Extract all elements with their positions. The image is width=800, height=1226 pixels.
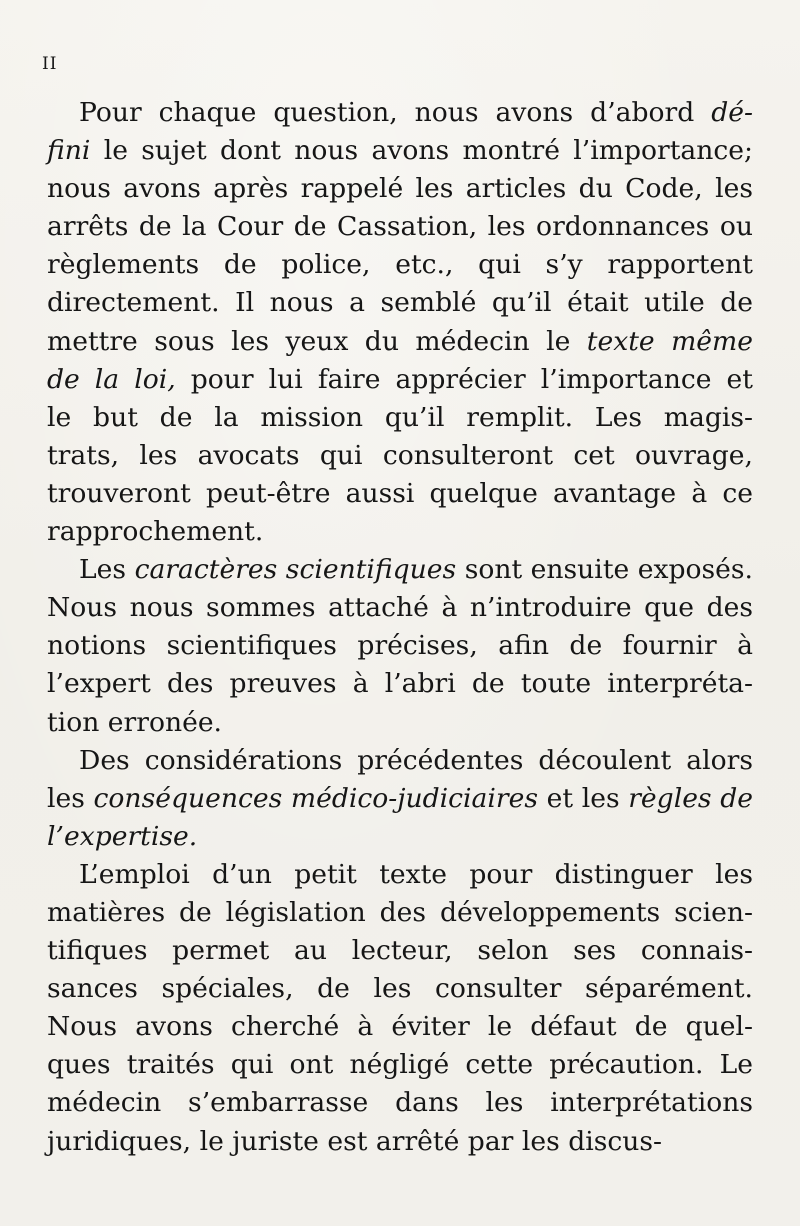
text-run: le sujet dont nous avons montré l’importance; — [90, 135, 753, 167]
text-line — [47, 284, 753, 322]
text-line — [47, 475, 753, 513]
text-line — [47, 132, 753, 170]
text-run: notions scientifiques précises, afin de fournir à — [47, 630, 753, 662]
italic-run: de la loi, — [47, 363, 176, 395]
text-run: Nous avons cherché à éviter le défaut de quel- — [47, 1011, 753, 1043]
text-run: les — [47, 782, 94, 814]
italic-run: fini — [47, 135, 91, 167]
text-line — [47, 1046, 753, 1084]
text-line — [47, 437, 753, 475]
text-run: directement. Il nous a semblé qu’il était utile de — [47, 287, 753, 319]
paragraph — [47, 94, 753, 551]
text-line — [47, 894, 753, 932]
text-run: matières de législation des développements scien- — [47, 896, 753, 928]
text-run: trouveront peut-être aussi quelque avantage à ce — [47, 477, 753, 509]
text-line — [47, 818, 753, 856]
text-line — [47, 627, 753, 665]
page-number: II — [42, 54, 58, 74]
italic-run: dé- — [711, 97, 753, 128]
text-run: sont ensuite exposés. — [456, 554, 753, 586]
text-line — [47, 170, 753, 208]
text-run: mettre sous les yeux du médecin le — [47, 325, 587, 357]
paragraph — [47, 551, 753, 741]
paragraph — [47, 856, 753, 1161]
text-line — [47, 246, 753, 284]
text-run: L’emploi d’un petit texte pour distinguer les — [79, 858, 753, 890]
text-run: pour lui faire apprécier l’importance et — [175, 363, 753, 395]
text-run: arrêts de la Cour de Cassation, les ordonnances ou — [47, 211, 753, 243]
italic-run: règles de — [628, 782, 753, 814]
text-line — [47, 932, 753, 970]
italic-run: l’expertise. — [47, 820, 198, 852]
text-run: l’expert des preuves à l’abri de toute interpréta- — [47, 668, 753, 700]
italic-run: texte même — [586, 325, 753, 357]
body-text — [47, 94, 753, 1161]
text-run: rapprochement. — [47, 516, 264, 548]
text-run: et les — [538, 782, 629, 814]
italic-run: caractères scientifiques — [134, 554, 457, 586]
text-line — [47, 780, 753, 818]
text-line — [47, 665, 753, 703]
text-run: juridiques, le juriste est arrêté par les discus- — [47, 1125, 663, 1157]
text-run: médecin s’embarrasse dans les interprétations — [47, 1087, 753, 1119]
text-run: le but de la mission qu’il remplit. Les magis- — [47, 401, 753, 433]
text-line — [47, 513, 753, 551]
paragraph — [47, 742, 753, 856]
text-line — [47, 399, 753, 437]
text-run: ques traités qui ont négligé cette précaution. Le — [47, 1049, 753, 1081]
text-line — [47, 94, 753, 132]
text-line — [47, 1084, 753, 1122]
text-run: règlements de police, etc., qui s’y rapportent — [47, 249, 753, 281]
italic-run: conséquences médico-judiciaires — [93, 782, 539, 814]
text-line — [47, 704, 753, 742]
text-line — [47, 208, 753, 246]
text-run: Les — [79, 554, 135, 586]
text-line — [47, 323, 753, 361]
text-line — [47, 589, 753, 627]
text-run: sances spéciales, de les consulter séparément. — [47, 973, 753, 1005]
text-run: nous avons après rappelé les articles du Code, les — [47, 173, 753, 205]
text-run: trats, les avocats qui consulteront cet ouvrage, — [47, 439, 753, 471]
text-line — [47, 970, 753, 1008]
text-line — [47, 856, 753, 894]
text-line — [47, 551, 753, 589]
text-run: tifiques permet au lecteur, selon ses connais- — [47, 935, 753, 967]
text-run: tion erronée. — [47, 706, 223, 738]
text-run: Des considérations précédentes découlent alors — [79, 744, 753, 776]
text-line — [47, 1008, 753, 1046]
text-line — [47, 742, 753, 780]
text-line — [47, 361, 753, 399]
text-run: Pour chaque question, nous avons d’abord — [79, 97, 712, 128]
text-run: Nous nous sommes attaché à n’introduire que des — [47, 592, 753, 624]
text-line — [47, 1123, 753, 1161]
